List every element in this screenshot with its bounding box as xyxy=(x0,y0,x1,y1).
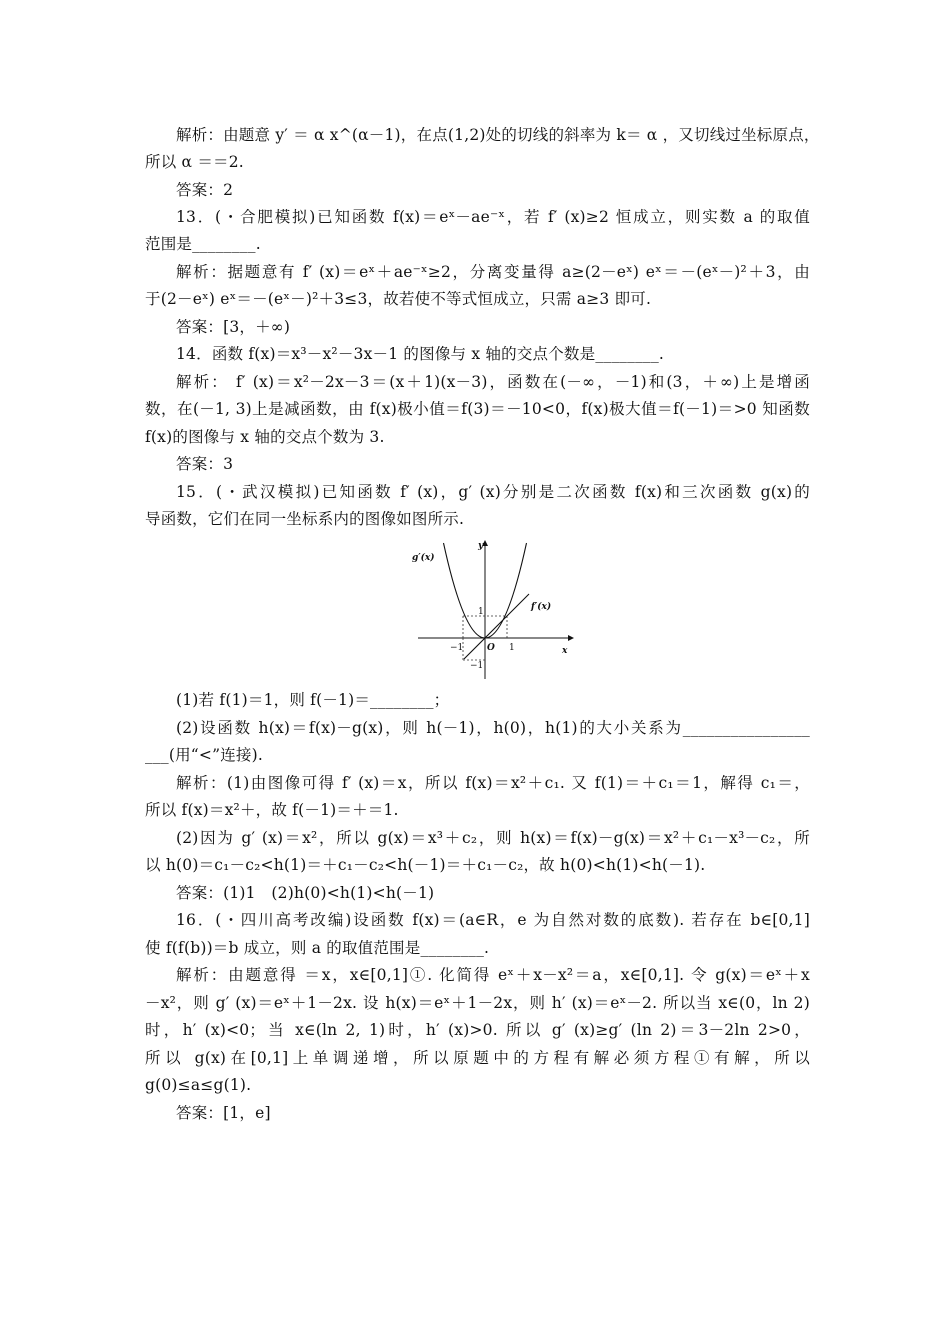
problem-15-part-2-line-1: (2)设函数 h(x)＝f(x)－g(x)，则 h(－1)，h(0)，h(1)的大小关系为________________ xyxy=(176,719,810,737)
problem-16-line-2: 使 f(f(b))＝b 成立，则 a 的取值范围是________. xyxy=(145,939,490,957)
derivative-graph-figure xyxy=(410,537,575,682)
f-prime-line xyxy=(464,594,529,659)
answer-13: 答案：[3，＋∞) xyxy=(176,318,291,336)
solution-13-line-1: 解析：据题意有 f′ (x)＝eˣ＋ae⁻ˣ≥2，分离变量得 a≥(2－eˣ) eˣ＝－(eˣ－)²＋3，由 xyxy=(176,263,810,281)
y-axis-label: y xyxy=(478,541,484,551)
g-prime-label: g′(x) xyxy=(412,553,435,563)
solution-14-line-3: f(x)的图像与 x 轴的交点个数为 3. xyxy=(145,428,385,446)
problem-15-part-1: (1)若 f(1)＝1，则 f(－1)＝________； xyxy=(176,691,450,709)
solution-12-line-2: 所以 α ＝＝2. xyxy=(145,153,244,171)
problem-13-line-1: 13．(・合肥模拟)已知函数 f(x)＝eˣ－ae⁻ˣ，若 f′ (x)≥2 恒成立，则实数 a 的取值 xyxy=(176,208,810,226)
solution-12-line-1: 解析：由题意 y′ ＝ α x^(α－1)，在点(1,2)处的切线的斜率为 k＝ α ，又切线过坐标原点， xyxy=(176,126,820,144)
tick-neg-one-y: −1 xyxy=(470,661,484,671)
solution-16-line-1: 解析：由题意得 ＝x，x∈[0,1]①. 化简得 eˣ＋x－x²＝a，x∈[0,1]. 令 g(x)＝eˣ＋x xyxy=(176,966,810,984)
x-axis-label: x xyxy=(562,646,568,656)
solution-14-line-2: 数，在(－1, 3)上是减函数，由 f(x)极小值＝f(3)＝－10<0，f(x)极大值＝f(－1)＝>0 知函数 xyxy=(145,400,810,418)
answer-15: 答案：(1)1 (2)h(0)<h(1)<h(－1) xyxy=(176,884,435,902)
solution-15-line-2: 所以 f(x)＝x²＋，故 f(－1)＝＋＝1. xyxy=(145,801,399,819)
x-axis-arrow xyxy=(568,635,574,641)
problem-15-part-2-line-2: ___(用“<”连接). xyxy=(145,746,264,764)
problem-15-line-2: 导函数，它们在同一坐标系内的图像如图所示. xyxy=(145,510,465,528)
solution-14-line-1: 解析： f′ (x)＝x²－2x－3＝(x＋1)(x－3)，函数在(－∞，－1)和(3，＋∞)上是增函 xyxy=(176,373,810,391)
solution-16-line-4: 所以 g(x)在[0,1]上单调递增，所以原题中的方程有解必须方程①有解，所以 xyxy=(145,1049,810,1067)
answer-14: 答案：3 xyxy=(176,455,234,473)
tick-one-y: 1 xyxy=(478,607,484,617)
tick-neg-one-x: −1 xyxy=(450,643,464,653)
origin-label: O xyxy=(487,643,495,653)
solution-16-line-5: g(0)≤a≤g(1). xyxy=(145,1076,252,1094)
problem-16-line-1: 16．(・四川高考改编)设函数 f(x)＝(a∈R，e 为自然对数的底数). 若存在 b∈[0,1] xyxy=(176,911,810,929)
solution-16-line-3: 时，h′ (x)<0；当 x∈(ln 2, 1)时，h′ (x)>0. 所以 g′ (x)≥g′ (ln 2)＝3－2ln 2>0， xyxy=(145,1021,810,1039)
tick-one-x: 1 xyxy=(509,643,515,653)
derivative-graph-svg xyxy=(410,537,575,682)
solution-15-line-1: 解析：(1)由图像可得 f′ (x)＝x，所以 f(x)＝x²＋c₁. 又 f(1)＝＋c₁＝1，解得 c₁＝， xyxy=(176,774,810,792)
solution-13-line-2: 于(2－eˣ) eˣ＝－(eˣ－)²＋3≤3，故若使不等式恒成立，只需 a≥3 即可. xyxy=(145,290,652,308)
answer-12: 答案：2 xyxy=(176,181,234,199)
problem-14: 14．函数 f(x)＝x³－x²－3x－1 的图像与 x 轴的交点个数是________. xyxy=(176,345,665,363)
problem-15-line-1: 15．(・武汉模拟)已知函数 f′ (x)，g′ (x)分别是二次函数 f(x)和三次函数 g(x)的 xyxy=(176,483,810,501)
solution-15-line-4: 以 h(0)＝c₁－c₂<h(1)＝＋c₁－c₂<h(－1)＝＋c₁－c₂，故 h(0)<h(1)<h(－1). xyxy=(145,856,706,874)
answer-16: 答案：[1，e] xyxy=(176,1104,271,1122)
solution-15-line-3: (2)因为 g′ (x)＝x²，所以 g(x)＝x³＋c₂，则 h(x)＝f(x)－g(x)＝x²＋c₁－x³－c₂，所 xyxy=(176,829,810,847)
problem-13-line-2: 范围是________. xyxy=(145,235,261,253)
f-prime-label: f′(x) xyxy=(531,602,552,612)
solution-16-line-2: －x²，则 g′ (x)＝eˣ＋1－2x. 设 h(x)＝eˣ＋1－2x，则 h′ (x)＝eˣ－2. 所以当 x∈(0，ln 2) xyxy=(145,994,810,1012)
